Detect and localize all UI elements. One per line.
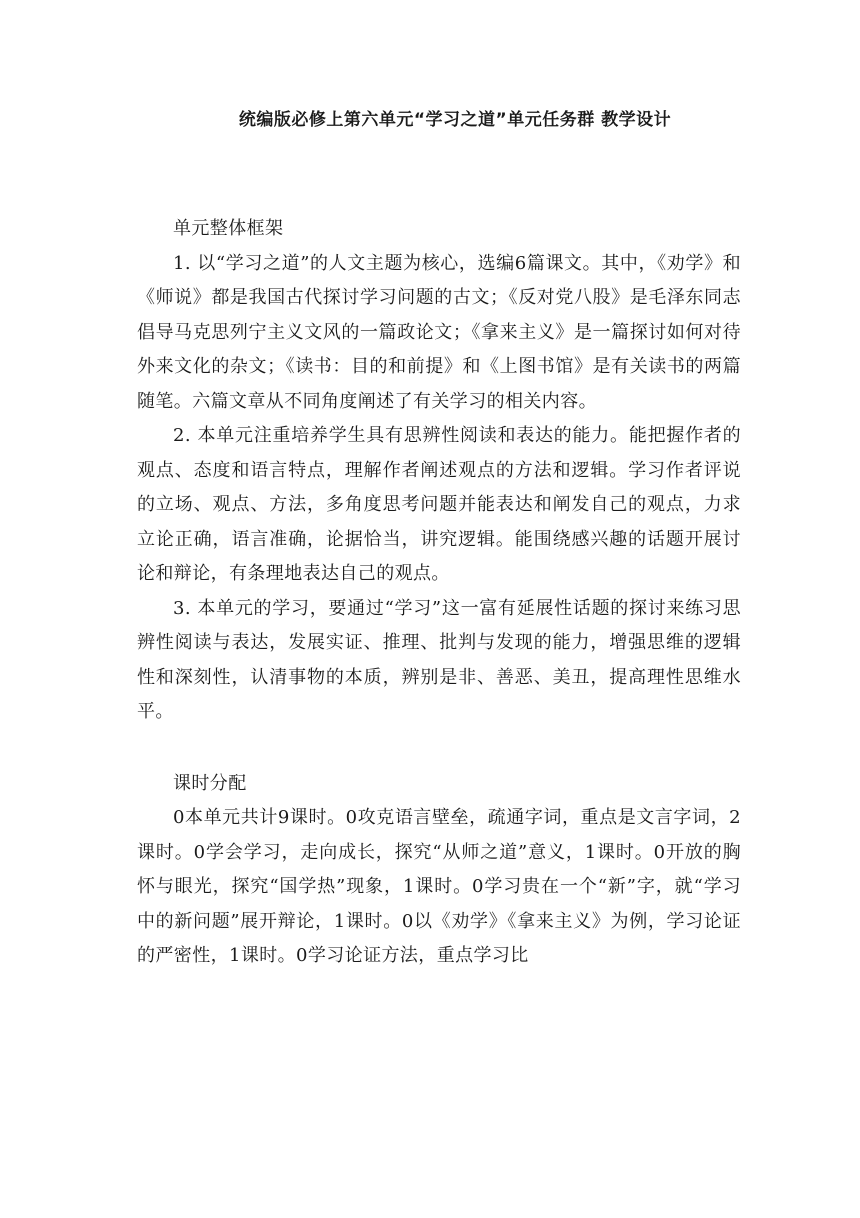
paragraph: 3. 本单元的学习，要通过“学习”这一富有延展性话题的探讨来练习思辨性阅读与表达，发展实证、推理、批判与发现的能力，增强思维的逻辑性和深刻性，认清事物的本质，辨别是非、善恶、美丑，提高理性思维水平。 [137, 597, 741, 722]
section-heading: 课时分配 [173, 772, 247, 794]
section-lesson-allocation [137, 767, 741, 974]
paragraph: 0本单元共计9课时。0攻克语言壁垒，疏通字词，重点是文言字词，2课时。0学会学习，走向成长，探究“从师之道”意义，1课时。0开放的胸怀与眼光，探究“国学热”现象，1课时。0学习贵在一个“新”字，就“学习中的新问题”展开辩论，1课时。0以《劝学》《拿来主义》为例，学习论证的严密性，1课时。0学习论证方法，重点学习比 [137, 807, 741, 966]
section-unit-framework [137, 212, 741, 730]
paragraph: 1. 以“学习之道”的人文主题为核心，选编6篇课文。其中，《劝学》和《师说》都是我国古代探讨学习问题的古文；《反对党八股》是毛泽东同志倡导马克思列宁主义文风的一篇政论文；《拿来主义》是一篇探讨如何对待外来文化的杂文；《读书：目的和前提》和《上图书馆》是有关读书的两篇随笔。六篇文章从不同角度阐述了有关学习的相关内容。 [137, 252, 741, 412]
section-heading: 单元整体框架 [173, 218, 284, 239]
document-body [137, 212, 741, 974]
document-title: 统编版必修上第六单元“学习之道”单元任务群 教学设计 [238, 110, 672, 130]
paragraph: 2. 本单元注重培养学生具有思辨性阅读和表达的能力。能把握作者的观点、态度和语言特点，理解作者阐述观点的方法和逻辑。学习作者评说的立场、观点、方法，多角度思考问题并能表达和阐发自己的观点，力求立论正确，语言准确，论据恰当，讲究逻辑。能围绕感兴趣的话题开展讨论和辩论，有条理地表达自己的观点。 [137, 425, 741, 584]
